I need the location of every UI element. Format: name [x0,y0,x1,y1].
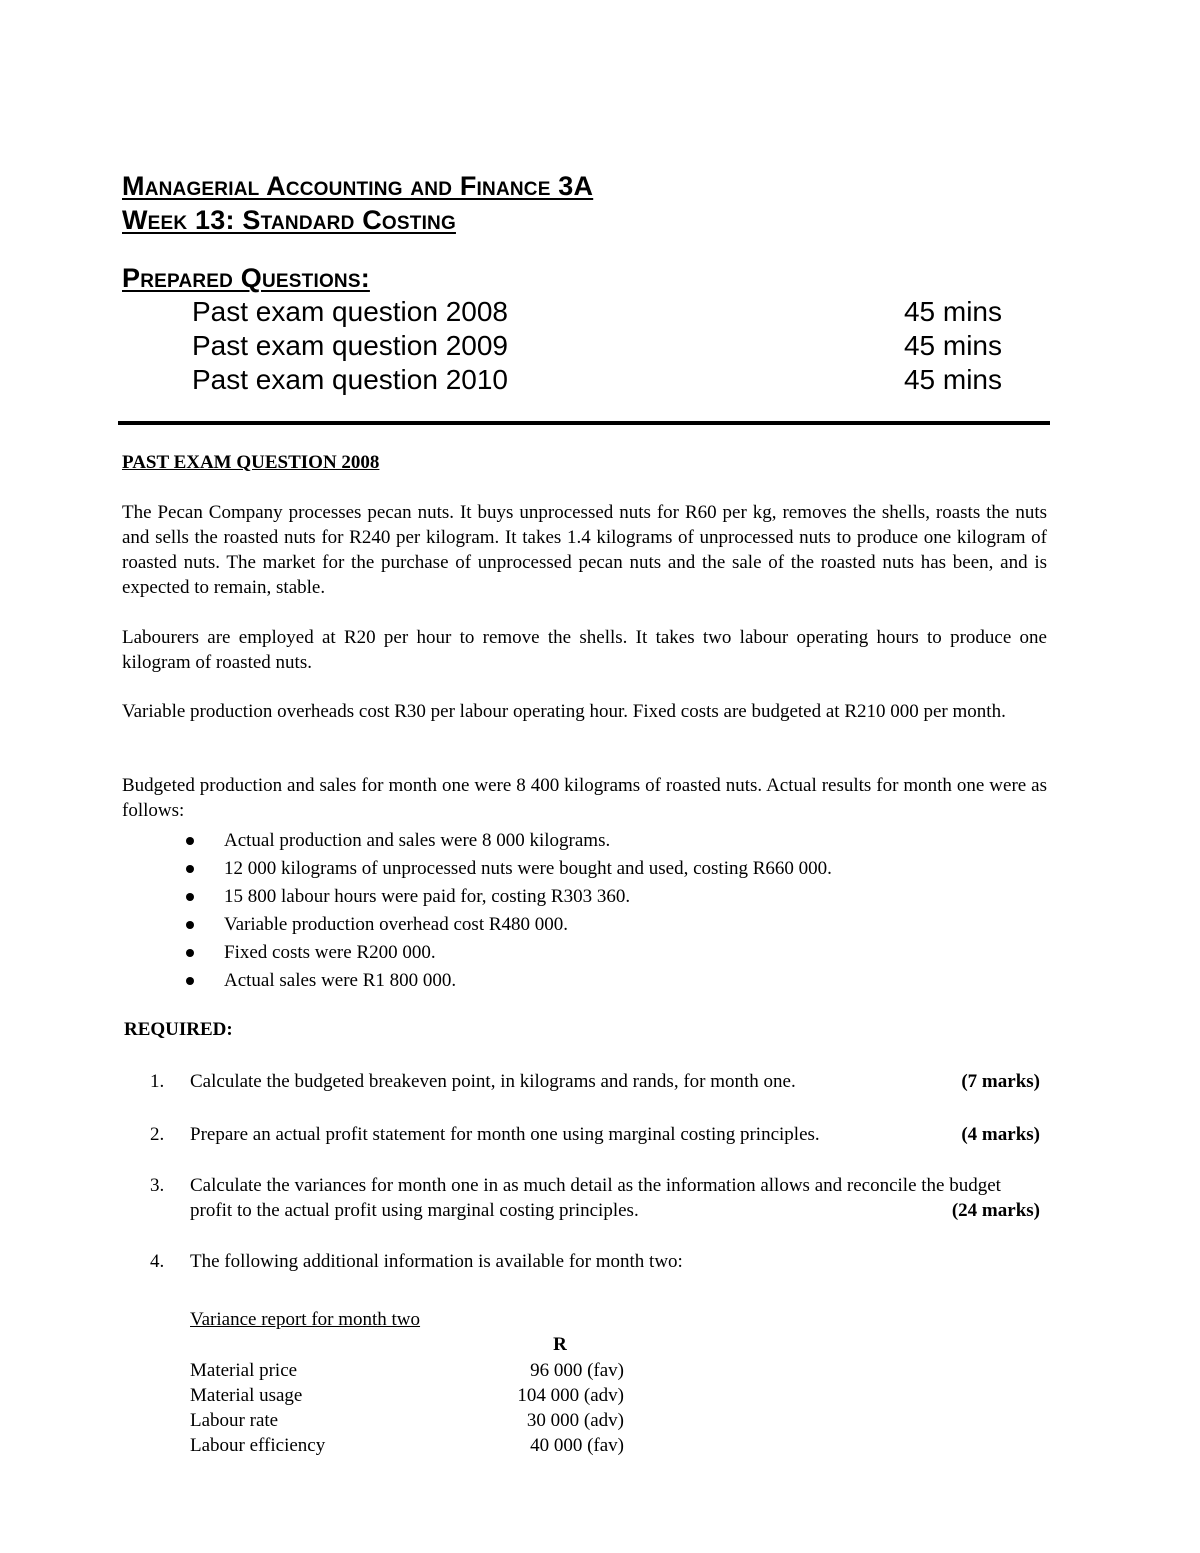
variance-label: Labour efficiency [190,1435,326,1456]
list-item [186,827,832,855]
horizontal-divider [118,421,1050,425]
bullet-icon [186,921,194,929]
question-text: Calculate the variances for month one in as much detail as the information allows and reconcile the budget profit to the actual profit using marginal costing principles. [190,1175,1001,1221]
prepared-question-time: 45 mins [903,364,1002,395]
bullet-icon [186,977,194,985]
actual-results-list [186,827,832,995]
list-item-text: 12 000 kilograms of unprocessed nuts were bought and used, costing R660 000. [224,858,832,879]
paragraph-company-description: The Pecan Company processes pecan nuts. It buys unprocessed nuts for R60 per kg, removes the shells, roasts the nuts and sells the roasted nuts for R240 per kilogram. It takes 1.4 kilograms of unprocessed nuts to produce one kilogram of roasted nuts. The market for the purchase of unprocessed pecan nuts and the sale of the roasted nuts has been, and is expected to remain, stable. [122,502,1047,598]
list-item [186,967,832,995]
question-number: 1. [150,1071,165,1092]
course-title: Managerial Accounting and Finance 3A [122,171,594,201]
list-item-text: Actual production and sales were 8 000 kilograms. [224,830,611,851]
prepared-questions-heading: Prepared Questions: [122,263,370,293]
required-heading: REQUIRED: [124,1019,233,1040]
question-text: The following additional information is available for month two: [190,1251,683,1272]
variance-value: 96 000 (fav) [530,1360,624,1381]
question-marks: (4 marks) [961,1124,1040,1145]
table-row [190,1408,624,1433]
bullet-icon [186,837,194,845]
question-item [150,1249,1040,1274]
variance-column-header: R [553,1334,567,1355]
list-item-text: Actual sales were R1 800 000. [224,970,457,991]
variance-value: 40 000 (fav) [530,1435,624,1456]
question-number: 2. [150,1124,165,1145]
variance-table [190,1358,624,1458]
list-item [186,911,832,939]
question-marks: (24 marks) [951,1200,1040,1221]
paragraph-labour: Labourers are employed at R20 per hour to remove the shells. It takes two labour operating hours to produce one kilogram of roasted nuts. [122,627,1047,673]
variance-report-title: Variance report for month two [190,1309,421,1330]
prepared-question-time: 45 mins [903,296,1002,327]
variance-label: Material usage [190,1385,303,1406]
prepared-question-name: Past exam question 2010 [192,364,508,395]
list-item-text: Fixed costs were R200 000. [224,942,436,963]
section-title: PAST EXAM QUESTION 2008 [122,452,380,473]
table-row [190,1383,624,1408]
list-item-text: Variable production overhead cost R480 000. [224,914,569,935]
variance-value: 104 000 (adv) [517,1385,624,1406]
question-number: 3. [150,1175,165,1196]
prepared-question-name: Past exam question 2008 [192,296,508,327]
bullet-icon [186,949,194,957]
question-number: 4. [150,1251,165,1272]
bullet-icon [186,865,194,873]
table-row [190,1433,624,1458]
variance-label: Material price [190,1360,298,1381]
question-item [150,1173,1040,1223]
list-item-text: 15 800 labour hours were paid for, costing R303 360. [224,886,631,907]
question-item [150,1069,1040,1094]
prepared-question-time: 45 mins [903,330,1002,361]
paragraph-budget: Budgeted production and sales for month one were 8 400 kilograms of roasted nuts. Actual results for month one were as follows: [122,775,1047,821]
table-row [190,1358,624,1383]
question-item [150,1122,1040,1147]
question-text: Calculate the budgeted breakeven point, in kilograms and rands, for month one. [190,1071,796,1092]
variance-label: Labour rate [190,1410,279,1431]
paragraph-overheads: Variable production overheads cost R30 per labour operating hour. Fixed costs are budgeted at R210 000 per month. [122,701,1006,722]
bullet-icon [186,893,194,901]
prepared-question-name: Past exam question 2009 [192,330,508,361]
question-text: Prepare an actual profit statement for month one using marginal costing principles. [190,1124,820,1145]
week-title: Week 13: Standard Costing [122,205,456,235]
list-item [186,883,832,911]
list-item [186,855,832,883]
question-marks: (7 marks) [961,1071,1040,1092]
variance-value: 30 000 (adv) [526,1410,624,1431]
list-item [186,939,832,967]
